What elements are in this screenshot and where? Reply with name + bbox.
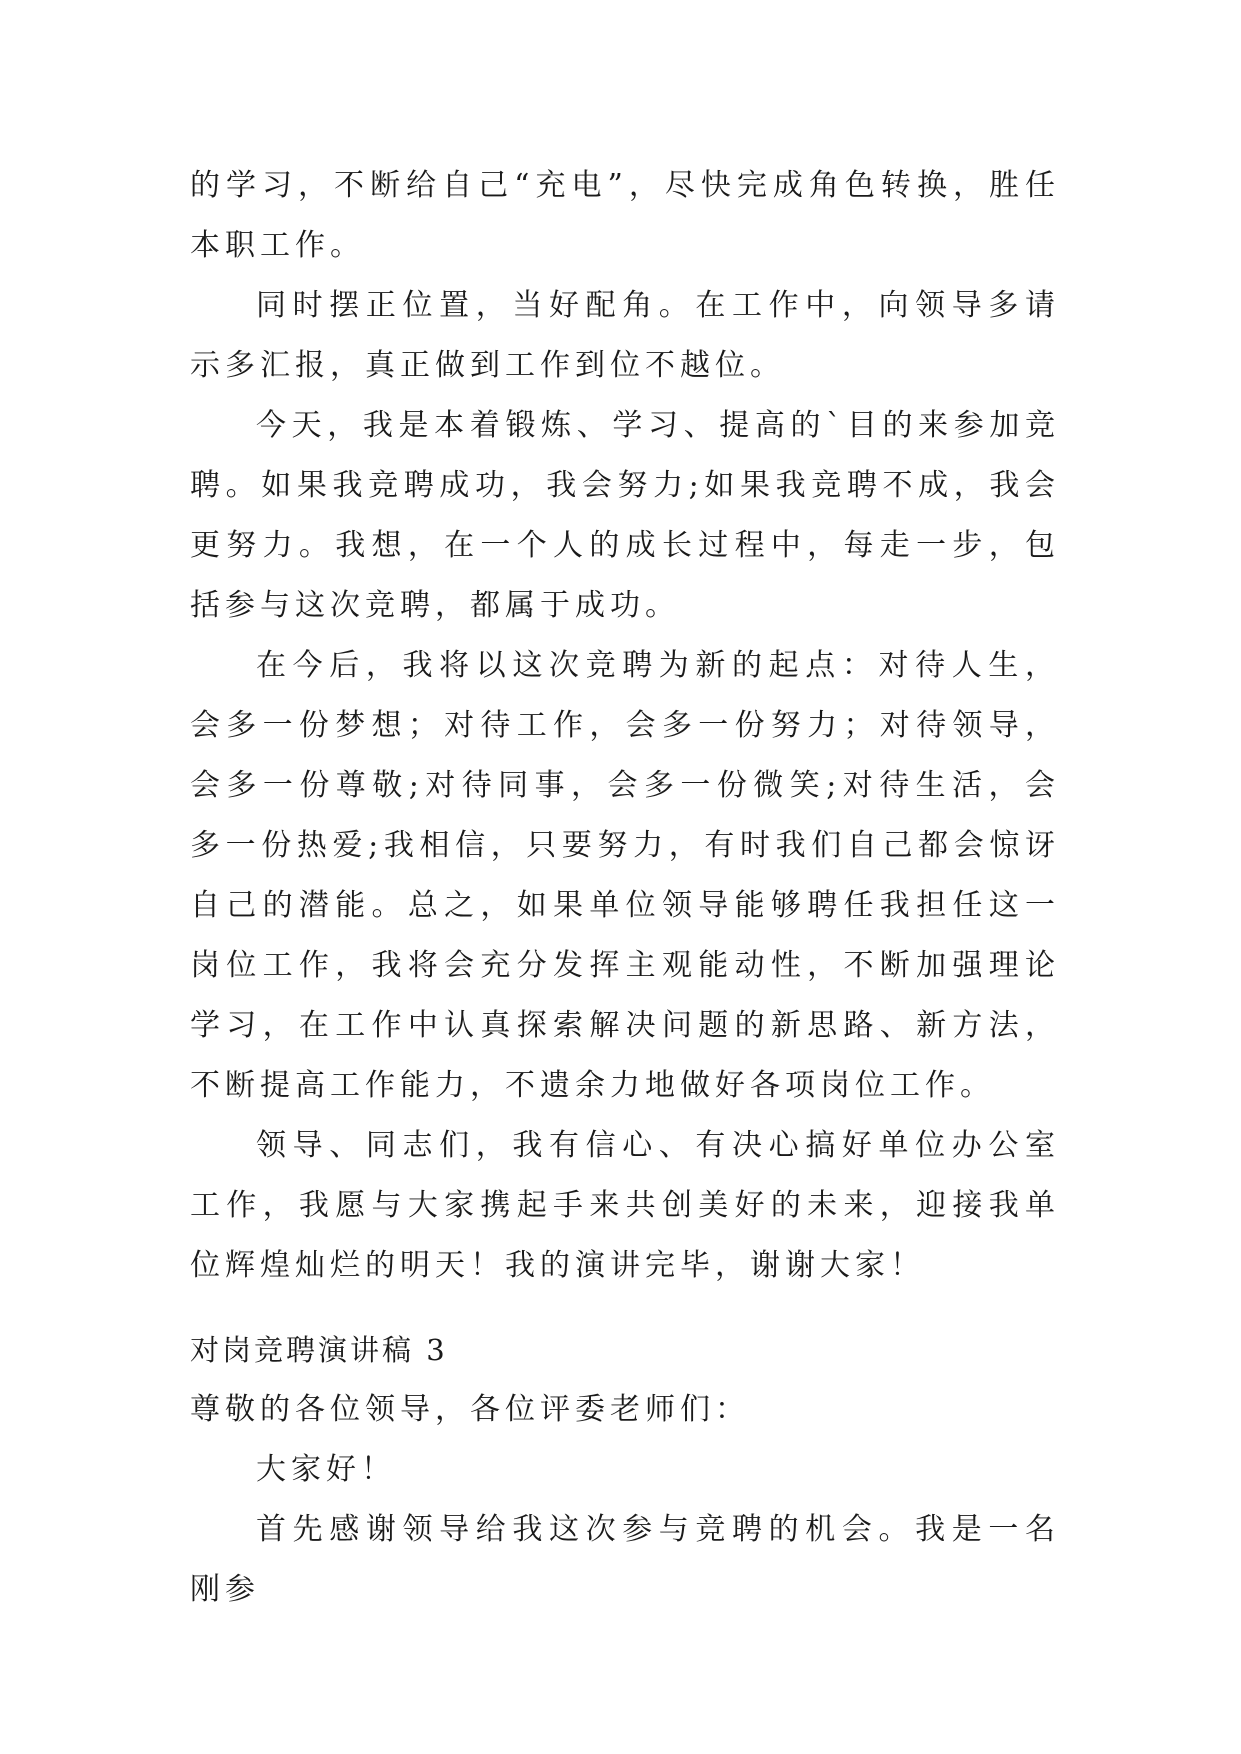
section-title: 对岗竞聘演讲稿 3	[190, 1333, 448, 1367]
paragraph: 同时摆正位置，当好配角。在工作中，向领导多请示多汇报，真正做到工作到位不越位。	[190, 288, 1060, 383]
paragraph: 在今后，我将以这次竞聘为新的起点：对待人生，会多一份梦想；对待工作，会多一份努力；对待领导，会多一份尊敬;对待同事，会多一份微笑;对待生活，会多一份热爱;我相信，只要努力，有时我们自己都会惊讶自己的潜能。总之，如果单位领导能够聘任我担任这一岗位工作，我将会充分发挥主观能动性，不断加强理论学习，在工作中认真探索解决问题的新思路、新方法，不断提高工作能力，不遗余力地做好各项岗位工作。	[190, 648, 1060, 1103]
paragraph: 今天，我是本着锻炼、学习、提高的`目的来参加竞聘。如果我竞聘成功，我会努力;如果我竞聘不成，我会更努力。我想，在一个人的成长过程中，每走一步，包括参与这次竞聘，都属于成功。	[190, 408, 1060, 623]
greeting: 大家好！	[256, 1452, 396, 1487]
paragraph: 的学习，不断给自己“充电”，尽快完成角色转换，胜任本职工作。	[190, 168, 1060, 263]
section-body	[190, 1380, 1060, 1620]
salutation: 尊敬的各位领导，各位评委老师们：	[190, 1392, 750, 1427]
paragraph: 首先感谢领导给我这次参与竞聘的机会。我是一名刚参	[190, 1512, 1060, 1607]
document-body	[190, 156, 1060, 1296]
paragraph: 领导、同志们，我有信心、有决心搞好单位办公室工作，我愿与大家携起手来共创美好的未来，迎接我单位辉煌灿烂的明天！我的演讲完毕，谢谢大家！	[190, 1128, 1060, 1283]
